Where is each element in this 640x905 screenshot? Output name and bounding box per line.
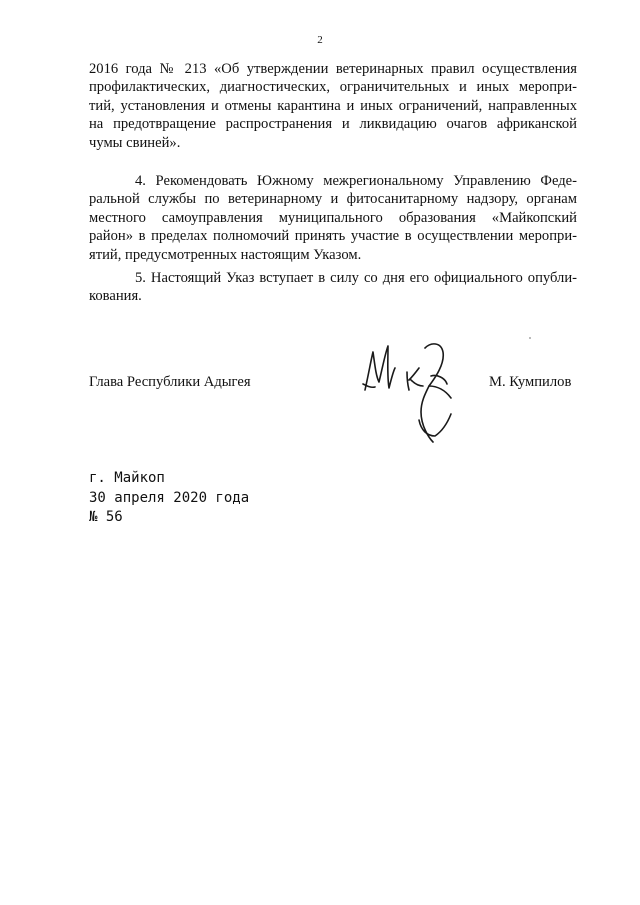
paragraph-line: профилактических, диагностических, ограничительных и иных меропри-	[89, 79, 577, 96]
page-number: 2	[317, 34, 323, 46]
handwritten-signature	[355, 332, 470, 447]
document-city: г. Майкоп	[89, 470, 165, 486]
paragraph-line: местного самоуправления муниципального образования «Майкопский	[89, 209, 577, 226]
paragraph-item-4	[89, 172, 577, 264]
paragraph-line: чумы свиней».	[89, 134, 181, 151]
document-number: № 56	[89, 509, 123, 525]
paragraph-continuation	[89, 60, 577, 152]
scan-speck	[529, 337, 531, 339]
paragraph-line: ральной службы по ветеринарному и фитосанитарному надзору, органам	[89, 191, 577, 208]
paragraph-line: 2016 года № 213 «Об утверждении ветеринарных правил осуществления	[89, 61, 577, 77]
paragraph-line: кования.	[89, 288, 142, 305]
paragraph-line: на предотвращение распространения и ликвидацию очагов африканской	[89, 116, 577, 133]
signatory-title: Глава Республики Адыгея	[89, 374, 251, 390]
signatory-name: М. Кумпилов	[489, 374, 572, 390]
document-date: 30 апреля 2020 года	[89, 489, 250, 506]
paragraph-line: ятий, предусмотренных настоящим Указом.	[89, 246, 362, 263]
paragraph-item-5	[89, 269, 577, 306]
paragraph-line: 5. Настоящий Указ вступает в силу со дня его официального опубли-	[135, 270, 577, 286]
document-details	[89, 469, 249, 528]
paragraph-line: тий, установления и отмены карантина и иных ограничений, направленных	[89, 97, 577, 114]
paragraph-line: район» в пределах полномочий принять участие в осуществлении меропри-	[89, 228, 577, 245]
paragraph-line: 4. Рекомендовать Южному межрегиональному Управлению Феде-	[135, 173, 577, 189]
